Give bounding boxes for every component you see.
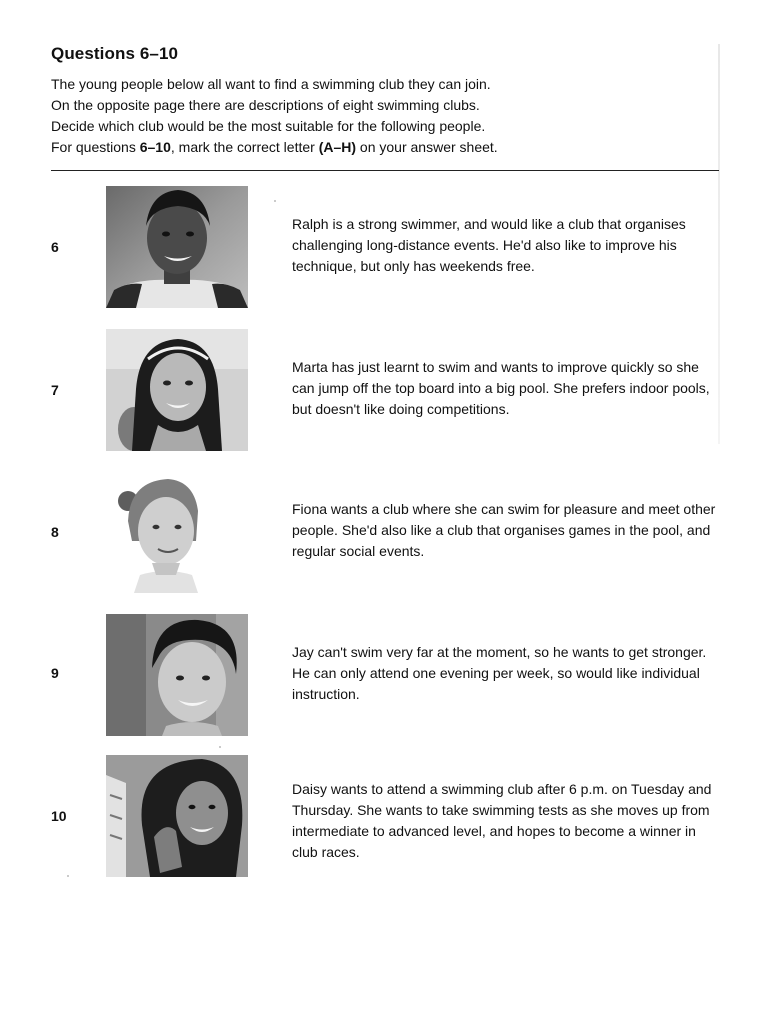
question-description: Marta has just learnt to swim and wants to improve quickly so she can jump off the top board into a big pool. She prefers indoor pools, but doesn't like doing competitions. — [292, 359, 710, 417]
girl-with-headband-photo — [106, 329, 248, 451]
question-number: 8 — [51, 524, 59, 540]
question-number: 6 — [51, 239, 59, 255]
divider — [51, 170, 719, 171]
boy-dark-hair-photo — [106, 614, 248, 736]
instruction-text: , mark the correct letter — [170, 139, 319, 155]
scan-speck — [274, 200, 276, 202]
question-number: 7 — [51, 382, 59, 398]
question-item — [0, 755, 768, 879]
question-number: 10 — [51, 808, 67, 824]
question-number: 9 — [51, 665, 59, 681]
question-item — [0, 471, 768, 595]
question-description: Jay can't swim very far at the moment, so he wants to get stronger. He can only attend one evening per week, so would like individual instruction. — [292, 644, 707, 702]
letter-range: (A–H) — [318, 139, 357, 155]
question-description: Ralph is a strong swimmer, and would like a club that organises challenging long-distance events. He'd also like to improve his technique, but only has weekends free. — [292, 216, 686, 274]
question-item — [0, 614, 768, 738]
instruction-text: on your answer sheet. — [356, 139, 498, 155]
question-description: Daisy wants to attend a swimming club after 6 p.m. on Tuesday and Thursday. She wants to take swimming tests as she moves up from intermediate to advanced level, and hopes to become a winner in club races. — [292, 781, 712, 860]
instruction-line: On the opposite page there are descriptions of eight swimming clubs. — [51, 97, 480, 113]
boy-portrait-photo — [106, 186, 248, 308]
question-item — [0, 329, 768, 453]
instruction-line: The young people below all want to find a swimming club they can join. — [51, 76, 491, 92]
instructions — [51, 74, 723, 158]
instruction-line: Decide which club would be the most suitable for the following people. — [51, 118, 486, 134]
scan-speck — [219, 746, 221, 748]
instruction-text: For questions — [51, 139, 140, 155]
instruction-line — [51, 137, 723, 158]
girl-with-bun-photo — [106, 471, 248, 593]
question-range: 6–10 — [139, 139, 171, 155]
section-title: Questions 6–10 — [51, 44, 179, 63]
questions-header — [51, 44, 723, 158]
question-description: Fiona wants a club where she can swim for pleasure and meet other people. She'd also like a club that organises games in the pool, and regular social events. — [292, 501, 716, 559]
question-item — [0, 186, 768, 310]
girl-curly-hair-photo — [106, 755, 248, 877]
scan-speck — [67, 875, 69, 877]
